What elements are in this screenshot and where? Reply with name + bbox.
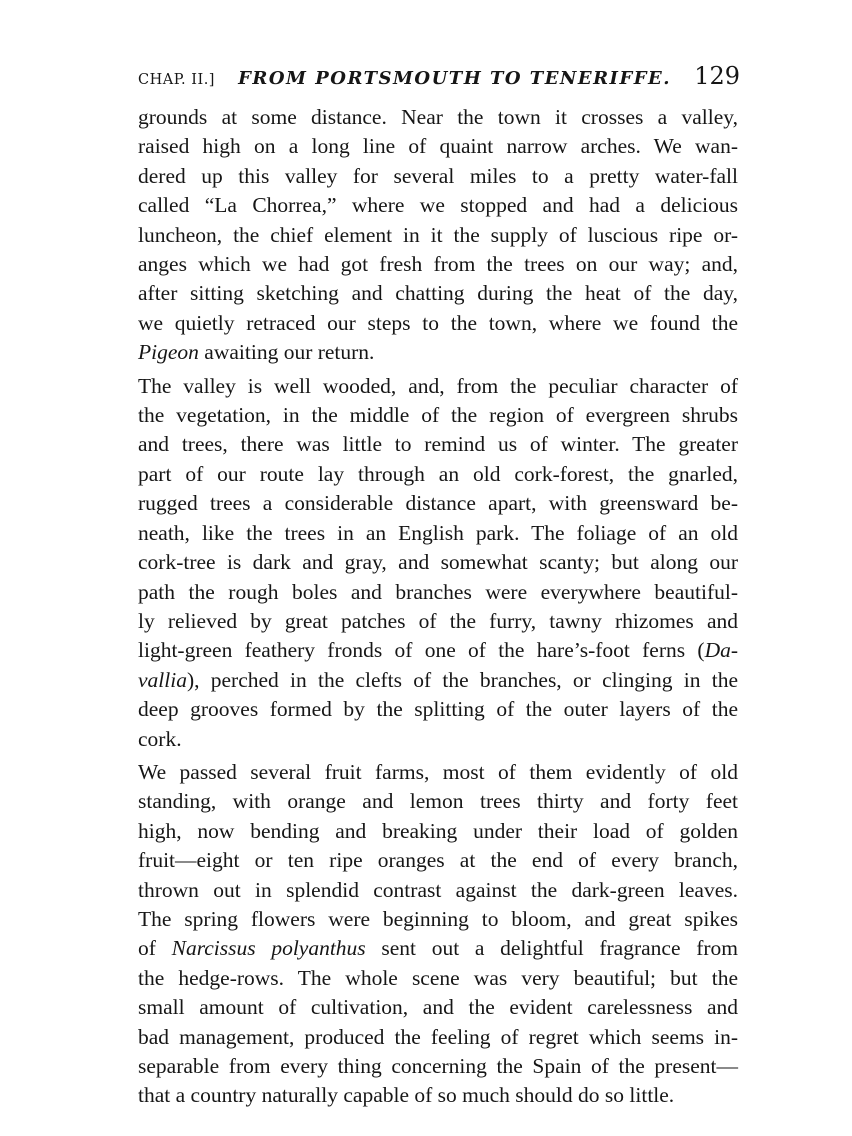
text-line: raised high on a long line of quaint narrow arches. We wan- <box>138 134 738 159</box>
text-line: cork-tree is dark and gray, and somewhat scanty; but along our <box>138 550 738 575</box>
page-number: 129 <box>694 62 740 90</box>
paragraph <box>138 372 738 754</box>
text-line: luncheon, the chief element in it the supply of luscious ripe or- <box>138 222 738 247</box>
running-header <box>138 62 740 94</box>
text-line: that a country naturally capable of so much should do so little. <box>138 1083 675 1108</box>
text-line: dered up this valley for several miles to a pretty water-fall <box>138 163 738 188</box>
text-line: fruit—eight or ten ripe oranges at the end of every branch, <box>138 848 738 873</box>
paragraph <box>138 758 738 1111</box>
text-line: The spring flowers were beginning to bloom, and great spikes <box>138 906 738 931</box>
text-line: We passed several fruit farms, most of them evidently of old <box>138 759 738 784</box>
text-line: The valley is well wooded, and, from the peculiar character of <box>138 373 738 398</box>
text-line: ly relieved by great patches of the furry, tawny rhizomes and <box>138 608 738 633</box>
text-line: neath, like the trees in an English park. The foliage of an old <box>138 520 738 545</box>
paragraph <box>138 103 738 368</box>
text-line: of Narcissus polyanthus sent out a delightful fragrance from <box>138 936 738 961</box>
body-text <box>138 103 738 1111</box>
text-line: light-green feathery fronds of one of the hare’s-foot ferns (Da- <box>138 638 738 663</box>
text-line: Pigeon awaiting our return. <box>138 340 375 365</box>
text-line: anges which we had got fresh from the trees on our way; and, <box>138 252 738 277</box>
text-line: we quietly retraced our steps to the town, where we found the <box>138 310 738 335</box>
text-line: rugged trees a considerable distance apart, with greensward be- <box>138 491 738 516</box>
text-line: vallia), perched in the clefts of the branches, or clinging in the <box>138 667 738 692</box>
running-title: FROM PORTSMOUTH TO TENERIFFE. <box>238 68 672 89</box>
text-line: path the rough boles and branches were everywhere beautiful- <box>138 579 738 604</box>
text-line: cork. <box>138 726 182 751</box>
text-line: standing, with orange and lemon trees thirty and forty feet <box>138 789 738 814</box>
chapter-label: CHAP. II.] <box>138 72 215 88</box>
text-line: deep grooves formed by the splitting of the outer layers of the <box>138 697 738 722</box>
text-line: high, now bending and breaking under their load of golden <box>138 818 738 843</box>
text-line: the hedge-rows. The whole scene was very beautiful; but the <box>138 965 738 990</box>
text-line: separable from every thing concerning the Spain of the present— <box>138 1054 738 1078</box>
text-line: thrown out in splendid contrast against the dark-green leaves. <box>138 877 738 902</box>
text-line: and trees, there was little to remind us of winter. The greater <box>138 432 738 457</box>
text-line: bad management, produced the feeling of regret which seems in- <box>138 1024 738 1049</box>
text-line: called “La Chorrea,” where we stopped and had a delicious <box>138 193 738 218</box>
text-line: small amount of cultivation, and the evident carelessness and <box>138 995 738 1020</box>
text-line: grounds at some distance. Near the town it crosses a valley, <box>138 105 738 129</box>
text-line: part of our route lay through an old cork-forest, the gnarled, <box>138 461 738 486</box>
text-line: after sitting sketching and chatting during the heat of the day, <box>138 281 738 306</box>
text-line: the vegetation, in the middle of the region of evergreen shrubs <box>138 403 738 428</box>
